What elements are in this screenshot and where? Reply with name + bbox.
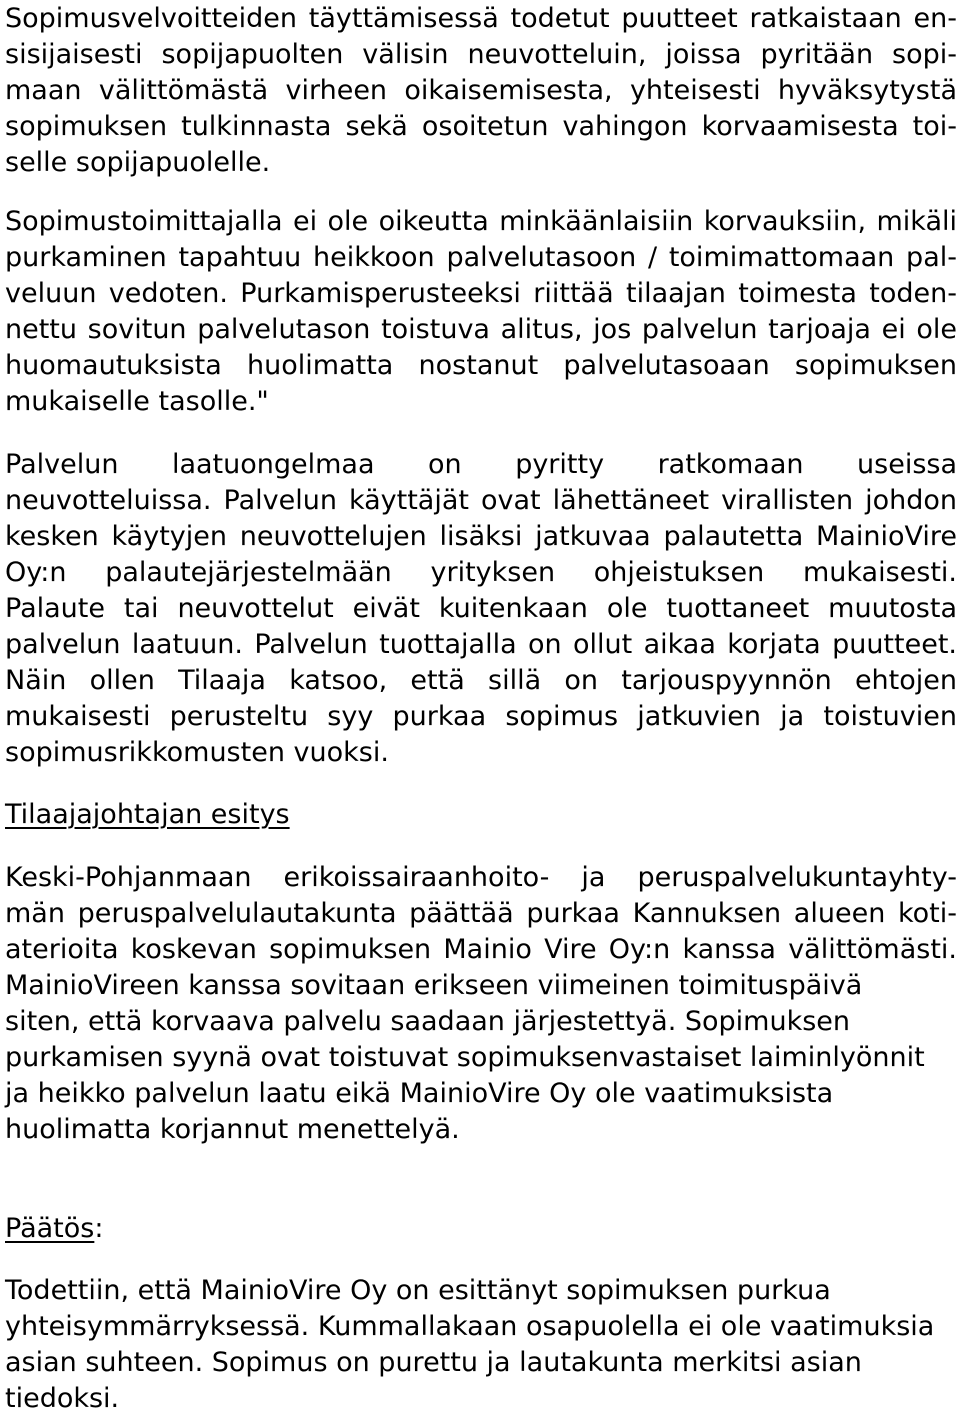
text-line: sopimusrikkomusten vuoksi. (5, 737, 389, 768)
text-line: sopimuksen tulkinnasta sekä osoitetun vahingon korvaamisesta toi- (5, 111, 957, 142)
text-line: siten, että korvaava palvelu saadaan järjestettyä. Sopimuksen (5, 1006, 851, 1037)
heading-decision (5, 1211, 103, 1247)
heading-proposal-text: Tilaajajohtajan esitys (5, 799, 290, 830)
text-line: Keski-Pohjanmaan erikoissairaanhoito- ja peruspalvelukuntayhty- (5, 862, 957, 893)
text-line: yhteisymmärryksessä. Kummallakaan osapuolella ei ole vaatimuksia (5, 1311, 935, 1342)
text-line: kesken käytyjen neuvottelujen lisäksi jatkuvaa palautetta MainioVire (5, 521, 957, 552)
heading-proposal (5, 797, 290, 833)
text-line: Näin ollen Tilaaja katsoo, että sillä on tarjouspyynnön ehtojen (5, 665, 957, 696)
text-line: mukaiselle tasolle." (5, 386, 269, 417)
text-line: tiedoksi. (5, 1383, 120, 1414)
text-line: huomautuksista huolimatta nostanut palvelutasoaan sopimuksen (5, 350, 957, 381)
text-line: veluun vedoten. Purkamisperusteeksi riittää tilaajan toimesta toden- (5, 278, 957, 309)
heading-decision-colon: : (94, 1213, 104, 1244)
text-line: palvelun laatuun. Palvelun tuottajalla on ollut aikaa korjata puutteet. (5, 629, 957, 660)
text-line: Palaute tai neuvottelut eivät kuitenkaan ole tuottaneet muutosta (5, 593, 957, 624)
text-line: Sopimustoimittajalla ei ole oikeutta minkäänlaisiin korvauksiin, mikäli (5, 206, 957, 237)
text-line: maan välittömästä virheen oikaisemisesta, yhteisesti hyväksytystä (5, 75, 957, 106)
text-line: Oy:n palautejärjestelmään yrityksen ohjeistuksen mukaisesti. (5, 557, 957, 588)
text-line: neuvotteluissa. Palvelun käyttäjät ovat lähettäneet virallisten johdon (5, 485, 957, 516)
text-line: asian suhteen. Sopimus on purettu ja lautakunta merkitsi asian (5, 1347, 862, 1378)
text-line: huolimatta korjannut menettelyä. (5, 1114, 460, 1145)
heading-decision-text: Päätös (5, 1213, 95, 1244)
text-line: män peruspalvelulautakunta päättää purkaa Kannuksen alueen koti- (5, 898, 957, 929)
text-line: aterioita koskevan sopimuksen Mainio Vire Oy:n kanssa välittömästi. (5, 934, 957, 965)
text-line: ja heikko palvelun laatu eikä MainioVire Oy ole vaatimuksista (5, 1078, 834, 1109)
text-line: selle sopijapuolelle. (5, 147, 271, 178)
text-line: nettu sovitun palvelutason toistuva alitus, jos palvelun tarjoaja ei ole (5, 314, 957, 345)
text-line: purkaminen tapahtuu heikkoon palvelutasoon / toimimattomaan pal- (5, 242, 957, 273)
text-line: sisijaisesti sopijapuolten välisin neuvotteluin, joissa pyritään sopi- (5, 39, 957, 70)
text-line: Palvelun laatuongelmaa on pyritty ratkomaan useissa (5, 449, 957, 480)
text-line: mukaisesti perusteltu syy purkaa sopimus jatkuvien ja toistuvien (5, 701, 957, 732)
text-line: Todettiin, että MainioVire Oy on esittänyt sopimuksen purkua (5, 1275, 831, 1306)
text-line: Sopimusvelvoitteiden täyttämisessä todetut puutteet ratkaistaan en- (5, 3, 957, 34)
text-line: MainioVireen kanssa sovitaan erikseen viimeinen toimituspäivä (5, 970, 863, 1001)
text-line: purkamisen syynä ovat toistuvat sopimuksenvastaiset laiminlyönnit (5, 1042, 925, 1073)
